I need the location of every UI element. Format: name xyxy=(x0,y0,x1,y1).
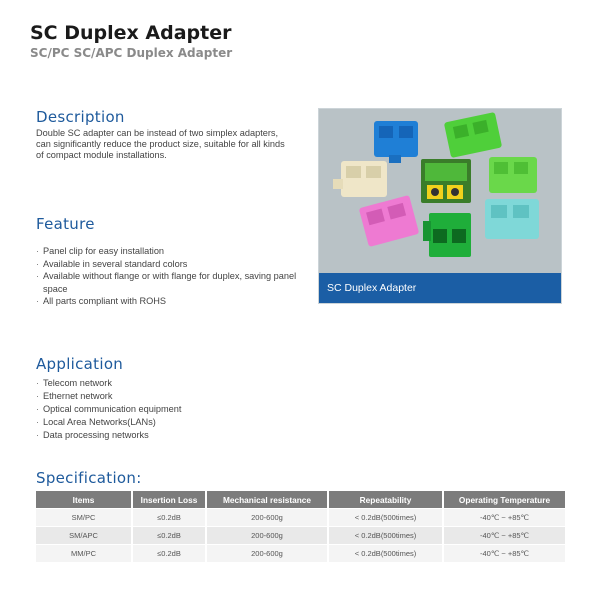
column-header: Operating Temperature xyxy=(443,491,565,509)
bullet-dot: · xyxy=(36,258,40,269)
table-cell: < 0.2dB(500times) xyxy=(328,545,443,563)
specification-table xyxy=(36,491,565,562)
feature-heading: Feature xyxy=(36,215,95,233)
column-header: Repeatability xyxy=(328,491,443,509)
green-adapter-top xyxy=(444,112,502,158)
page-subtitle: SC/PC SC/APC Duplex Adapter xyxy=(30,46,233,60)
table-row xyxy=(36,509,565,527)
table-cell: 200-600g xyxy=(206,509,328,527)
pink-adapter xyxy=(359,195,420,247)
photo-caption: SC Duplex Adapter xyxy=(327,282,417,294)
bullet-dot: · xyxy=(36,417,40,427)
green-adapter-labeled xyxy=(421,159,471,203)
feature-item: · Panel clip for easy installation xyxy=(36,246,165,256)
table-cell: 200-600g xyxy=(206,545,328,563)
feature-item: · Available without flange or with flange for duplex, saving panel space xyxy=(36,271,297,294)
bullet-dot: · xyxy=(36,271,40,281)
photo-caption-bar xyxy=(319,273,561,303)
aqua-adapter xyxy=(485,199,539,239)
table-cell: < 0.2dB(500times) xyxy=(328,527,443,545)
specification-heading: Specification: xyxy=(36,469,142,487)
bullet-dot: · xyxy=(36,296,40,306)
description-text: Double SC adapter can be instead of two simplex adapters, can significantly reduce the product size, suitable for all kinds of compact module installations. xyxy=(36,128,285,160)
application-item: · Ethernet network xyxy=(36,391,113,401)
bullet-dot: · xyxy=(36,391,40,401)
application-item: · Telecom network xyxy=(36,378,112,388)
table-row xyxy=(36,527,565,545)
application-item: · Optical communication equipment xyxy=(36,404,182,414)
table-cell: < 0.2dB(500times) xyxy=(328,509,443,527)
beige-adapter xyxy=(333,161,387,197)
application-item: · Local Area Networks(LANs) xyxy=(36,417,156,427)
table-row xyxy=(36,545,565,563)
application-list xyxy=(36,377,296,442)
table-cell: SM/PC xyxy=(36,509,132,527)
table-cell: -40℃ ~ +85℃ xyxy=(443,527,565,545)
column-header: Items xyxy=(36,491,132,509)
bullet-dot: · xyxy=(36,378,40,388)
green-adapter-right xyxy=(489,157,537,193)
column-header: Mechanical resistance xyxy=(206,491,328,509)
table-header-row xyxy=(36,491,565,509)
table-cell: MM/PC xyxy=(36,545,132,563)
application-heading: Application xyxy=(36,355,124,373)
feature-item: · All parts compliant with ROHS xyxy=(36,296,167,306)
product-photo xyxy=(318,108,562,304)
table-cell: ≤0.2dB xyxy=(132,509,206,527)
bullet-dot: · xyxy=(36,430,40,440)
bullet-dot: · xyxy=(36,246,40,256)
table-cell: 200-600g xyxy=(206,527,328,545)
green-adapter-bottom xyxy=(423,213,471,257)
table-cell: SM/APC xyxy=(36,527,132,545)
column-header: Insertion Loss xyxy=(132,491,206,509)
bullet-dot: · xyxy=(36,404,40,414)
table-cell: -40℃ ~ +85℃ xyxy=(443,509,565,527)
page-title: SC Duplex Adapter xyxy=(30,22,232,44)
table-cell: ≤0.2dB xyxy=(132,545,206,563)
table-cell: ≤0.2dB xyxy=(132,527,206,545)
feature-item: · Available in several standard colors xyxy=(36,258,188,269)
description-heading: Description xyxy=(36,108,125,126)
blue-adapter xyxy=(374,121,418,163)
table-cell: -40℃ ~ +85℃ xyxy=(443,545,565,563)
feature-list xyxy=(36,245,298,308)
application-item: · Data processing networks xyxy=(36,430,149,440)
